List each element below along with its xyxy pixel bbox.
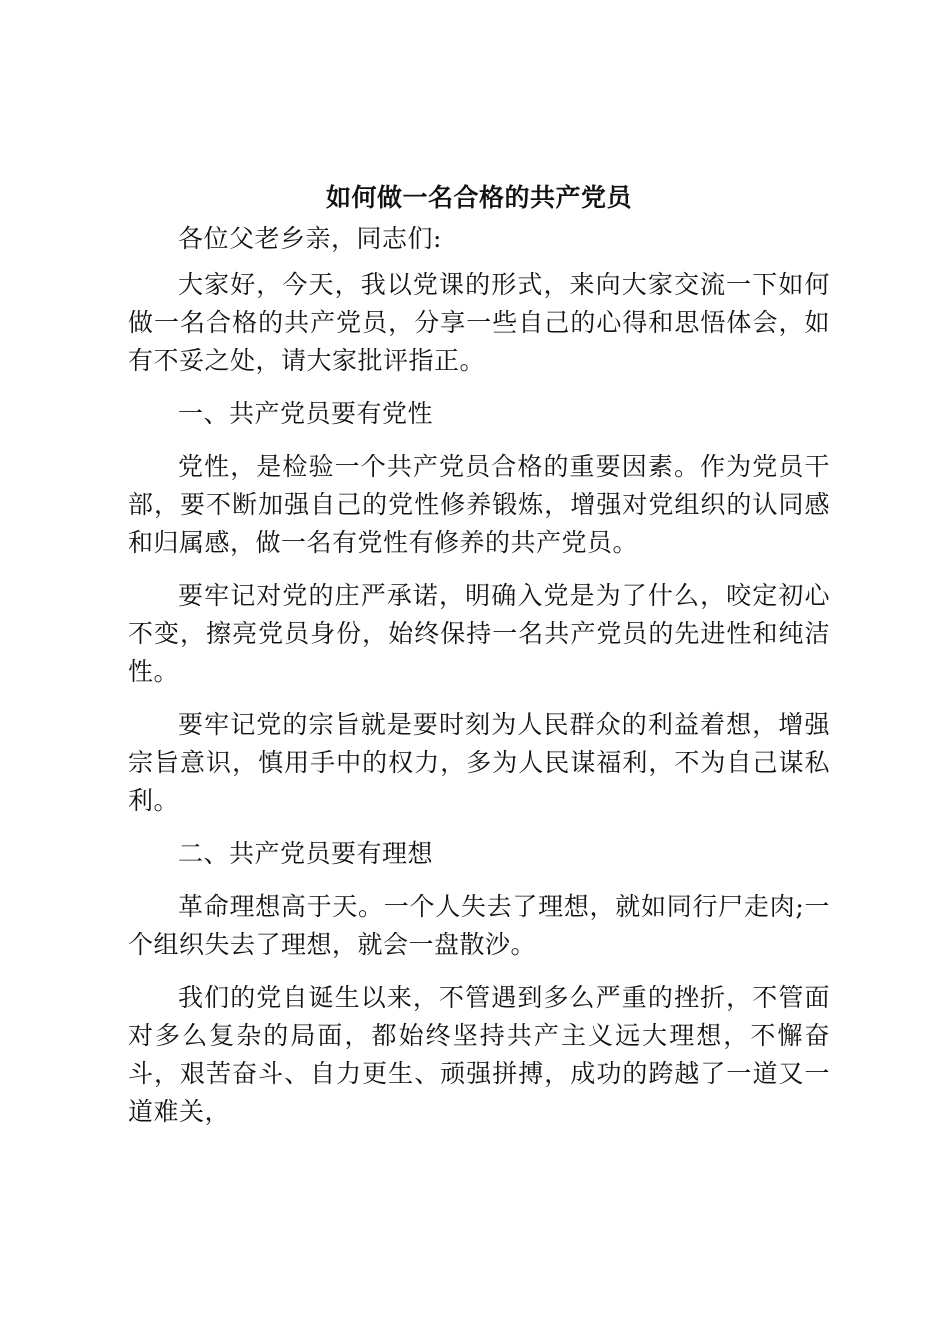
section1-paragraph: 党性，是检验一个共产党员合格的重要因素。作为党员干部，要不断加强自己的党性修养锻炼，增强对党组织的认同感和归属感，做一名有党性有修养的共产党员。 [128, 452, 830, 557]
section1-paragraph: 要牢记党的宗旨就是要时刻为人民群众的利益着想，增强宗旨意识，慎用手中的权力，多为人民谋福利，不为自己谋私利。 [128, 710, 830, 815]
section1-paragraph: 要牢记对党的庄严承诺，明确入党是为了什么，咬定初心不变，擦亮党员身份，始终保持一名共产党员的先进性和纯洁性。 [128, 581, 830, 686]
salutation: 各位父老乡亲，同志们: [178, 224, 442, 253]
document-title: 如何做一名合格的共产党员 [325, 183, 632, 212]
intro-paragraph: 大家好，今天，我以党课的形式，来向大家交流一下如何做一名合格的共产党员，分享一些自己的心得和思悟体会，如有不妥之处，请大家批评指正。 [128, 270, 830, 375]
section2-paragraph: 我们的党自诞生以来，不管遇到多么严重的挫折，不管面对多么复杂的局面，都始终坚持共产主义远大理想，不懈奋斗，艰苦奋斗、自力更生、顽强拼搏，成功的跨越了一道又一道难关， [128, 983, 830, 1126]
document-page [128, 176, 830, 1146]
section-heading-1: 一、共产党员要有党性 [178, 399, 434, 428]
section2-paragraph: 革命理想高于天。一个人失去了理想，就如同行尸走肉;一个组织失去了理想，就会一盘散沙。 [128, 892, 830, 959]
section-heading-2: 二、共产党员要有理想 [178, 839, 434, 868]
